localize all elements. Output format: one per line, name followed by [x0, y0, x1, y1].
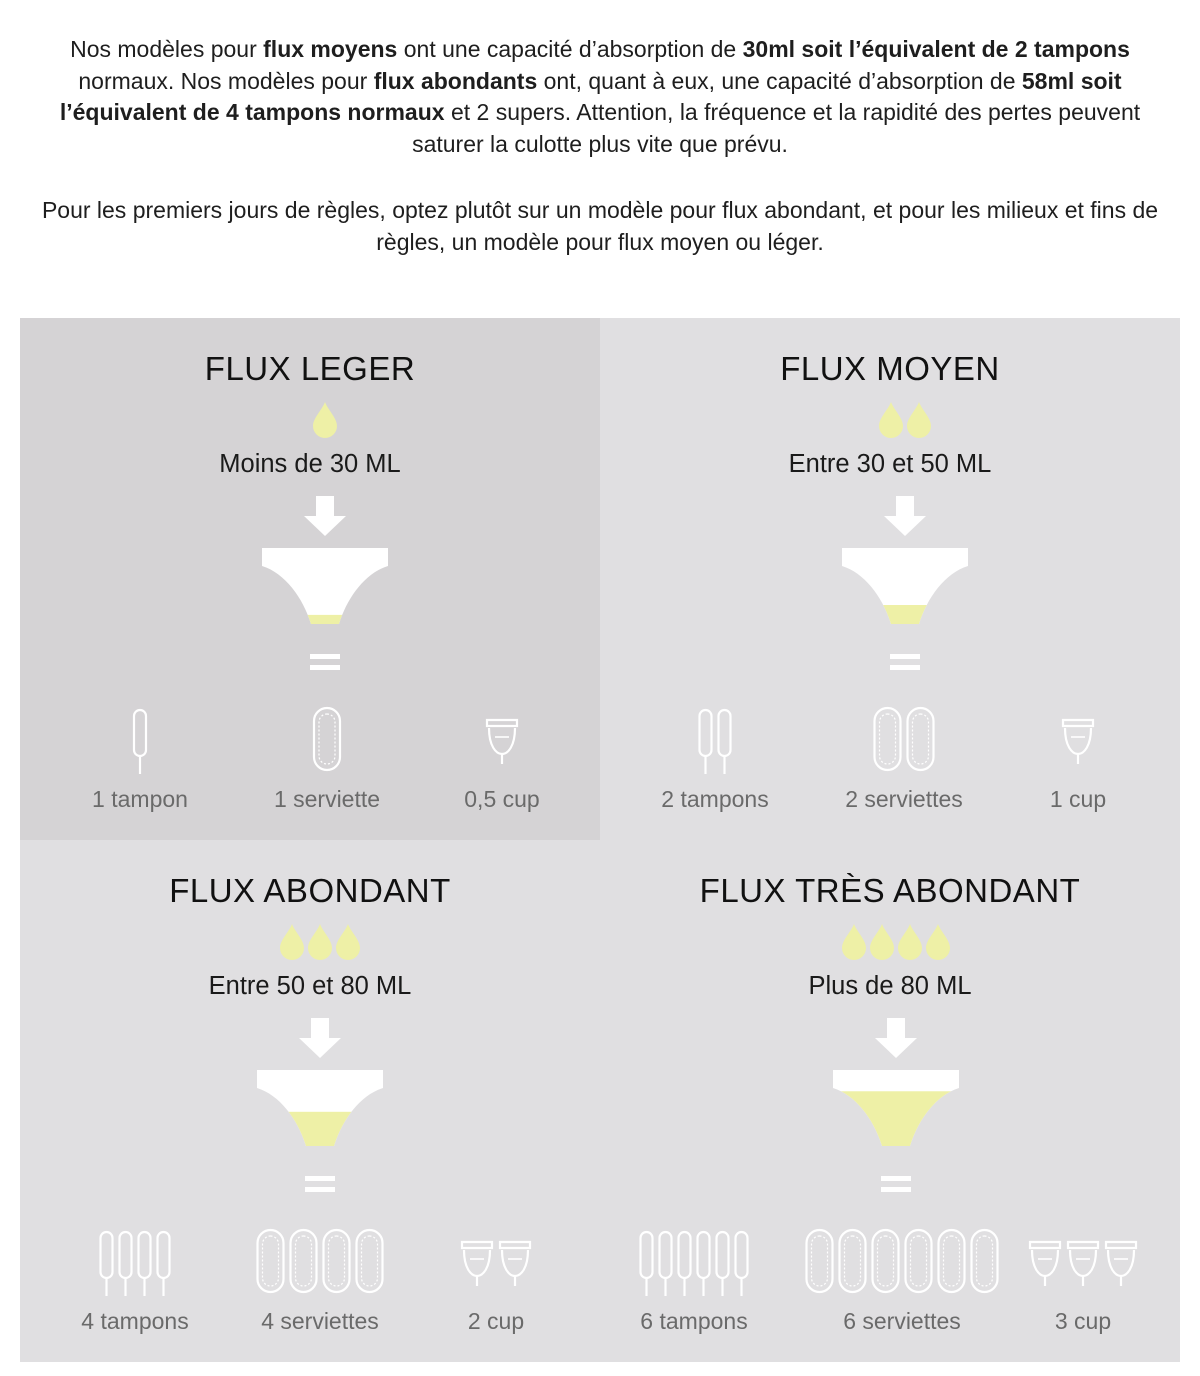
flow-amount-label: Entre 30 et 50 ML: [788, 450, 992, 478]
drop-icon: [926, 924, 950, 960]
intro-bold-text: flux moyens: [263, 36, 398, 62]
arrow-down-icon: [299, 1018, 341, 1058]
equals-icon: [890, 654, 920, 670]
flow-panel: [20, 318, 600, 840]
pad-icon: [258, 1230, 383, 1292]
menstrual-cup-icon: [462, 1242, 530, 1286]
flow-amount-label: Moins de 30 ML: [219, 450, 401, 478]
panty-icon: [255, 548, 395, 624]
intro-bold-text: 58ml soit l’équivalent de 4 tampons normaux: [59, 67, 1122, 125]
tampon-icon: [641, 1232, 748, 1296]
equals-icon: [881, 1176, 911, 1192]
flow-amount-label: Entre 50 et 80 ML: [208, 972, 412, 1000]
equivalent-label: 6 tampons: [640, 1308, 748, 1334]
flow-amount-label: Plus de 80 ML: [808, 972, 972, 1000]
equivalent-label: 3 cup: [1054, 1308, 1112, 1334]
drop-icon: [313, 402, 337, 438]
flow-panel: [600, 318, 1180, 840]
intro-bold-text: 30ml soit l’équivalent de 2 tampons: [742, 36, 1130, 62]
intro-paragraph-2: Pour les premiers jours de règles, optez plutôt sur un modèle pour flux abondant, et pour les milieux et fins de règles, un modèle pour flux moyen ou léger.: [41, 197, 1159, 255]
equivalent-label: 2 cup: [467, 1308, 525, 1334]
arrow-down-icon: [304, 496, 346, 536]
flow-illustration: [600, 318, 1180, 840]
intro-text-run: Nos modèles pour: [70, 36, 264, 62]
flow-panel: [600, 840, 1180, 1362]
equivalent-label: 6 serviettes: [843, 1308, 961, 1334]
intro-text: [30, 34, 1170, 258]
drop-icon: [842, 924, 866, 960]
drop-icon: [879, 402, 903, 438]
drop-icon: [898, 924, 922, 960]
flow-illustration: [20, 318, 600, 840]
equivalent-label: 2 serviettes: [845, 786, 963, 812]
absorbed-flow-level: [835, 605, 975, 624]
drop-icon: [280, 924, 304, 960]
absorbed-flow-level: [255, 615, 395, 624]
intro-paragraph-1: [30, 34, 1170, 160]
equivalent-label: 2 tampons: [661, 786, 769, 812]
panty-icon: [826, 1070, 966, 1146]
equals-icon: [305, 1176, 335, 1192]
equivalent-label: 0,5 cup: [464, 786, 540, 812]
equivalent-label: 1 serviette: [273, 786, 381, 812]
flow-panel: [20, 840, 600, 1362]
panty-icon: [835, 548, 975, 624]
drop-icon: [308, 924, 332, 960]
flow-comparison-grid: [20, 318, 1180, 1362]
intro-bold-text: flux abondants: [373, 67, 538, 94]
tampon-icon: [101, 1232, 170, 1296]
arrow-down-icon: [884, 496, 926, 536]
tampon-icon: [134, 710, 146, 774]
arrow-down-icon: [875, 1018, 917, 1058]
drop-icon: [870, 924, 894, 960]
menstrual-cup-icon: [1063, 720, 1093, 764]
intro-text-run: ont, quant à eux, une capacité d’absorption de: [537, 67, 1022, 94]
equivalent-label: 1 tampon: [92, 786, 188, 812]
flow-illustration: [20, 840, 600, 1362]
pad-icon: [875, 708, 934, 770]
intro-text-run: et 2 supers. Attention, la fréquence et la rapidité des pertes peuvent saturer la culotte plus vite que prévu.: [412, 99, 1141, 157]
absorbed-flow-level: [250, 1112, 390, 1146]
flow-illustration: [600, 840, 1180, 1362]
absorbed-flow-level: [826, 1091, 966, 1146]
tampon-icon: [700, 710, 731, 774]
intro-text-run: ont une capacité d’absorption de: [397, 36, 743, 62]
pad-icon: [807, 1230, 998, 1292]
equals-icon: [310, 654, 340, 670]
flow-title: FLUX LEGER: [204, 350, 416, 387]
panty-icon: [250, 1070, 390, 1146]
equivalent-label: 4 serviettes: [261, 1308, 379, 1334]
flow-title: FLUX MOYEN: [780, 350, 1000, 387]
flow-title: FLUX ABONDANT: [169, 872, 451, 909]
equivalent-label: 1 cup: [1049, 786, 1107, 812]
flow-title: FLUX TRÈS ABONDANT: [699, 872, 1081, 909]
menstrual-cup-icon: [1030, 1242, 1136, 1286]
equivalent-label: 4 tampons: [81, 1308, 189, 1334]
menstrual-cup-icon: [487, 720, 517, 764]
pad-icon: [314, 708, 340, 770]
intro-text-run: normaux. Nos modèles pour: [78, 67, 374, 94]
drop-icon: [907, 402, 931, 438]
drop-icon: [336, 924, 360, 960]
